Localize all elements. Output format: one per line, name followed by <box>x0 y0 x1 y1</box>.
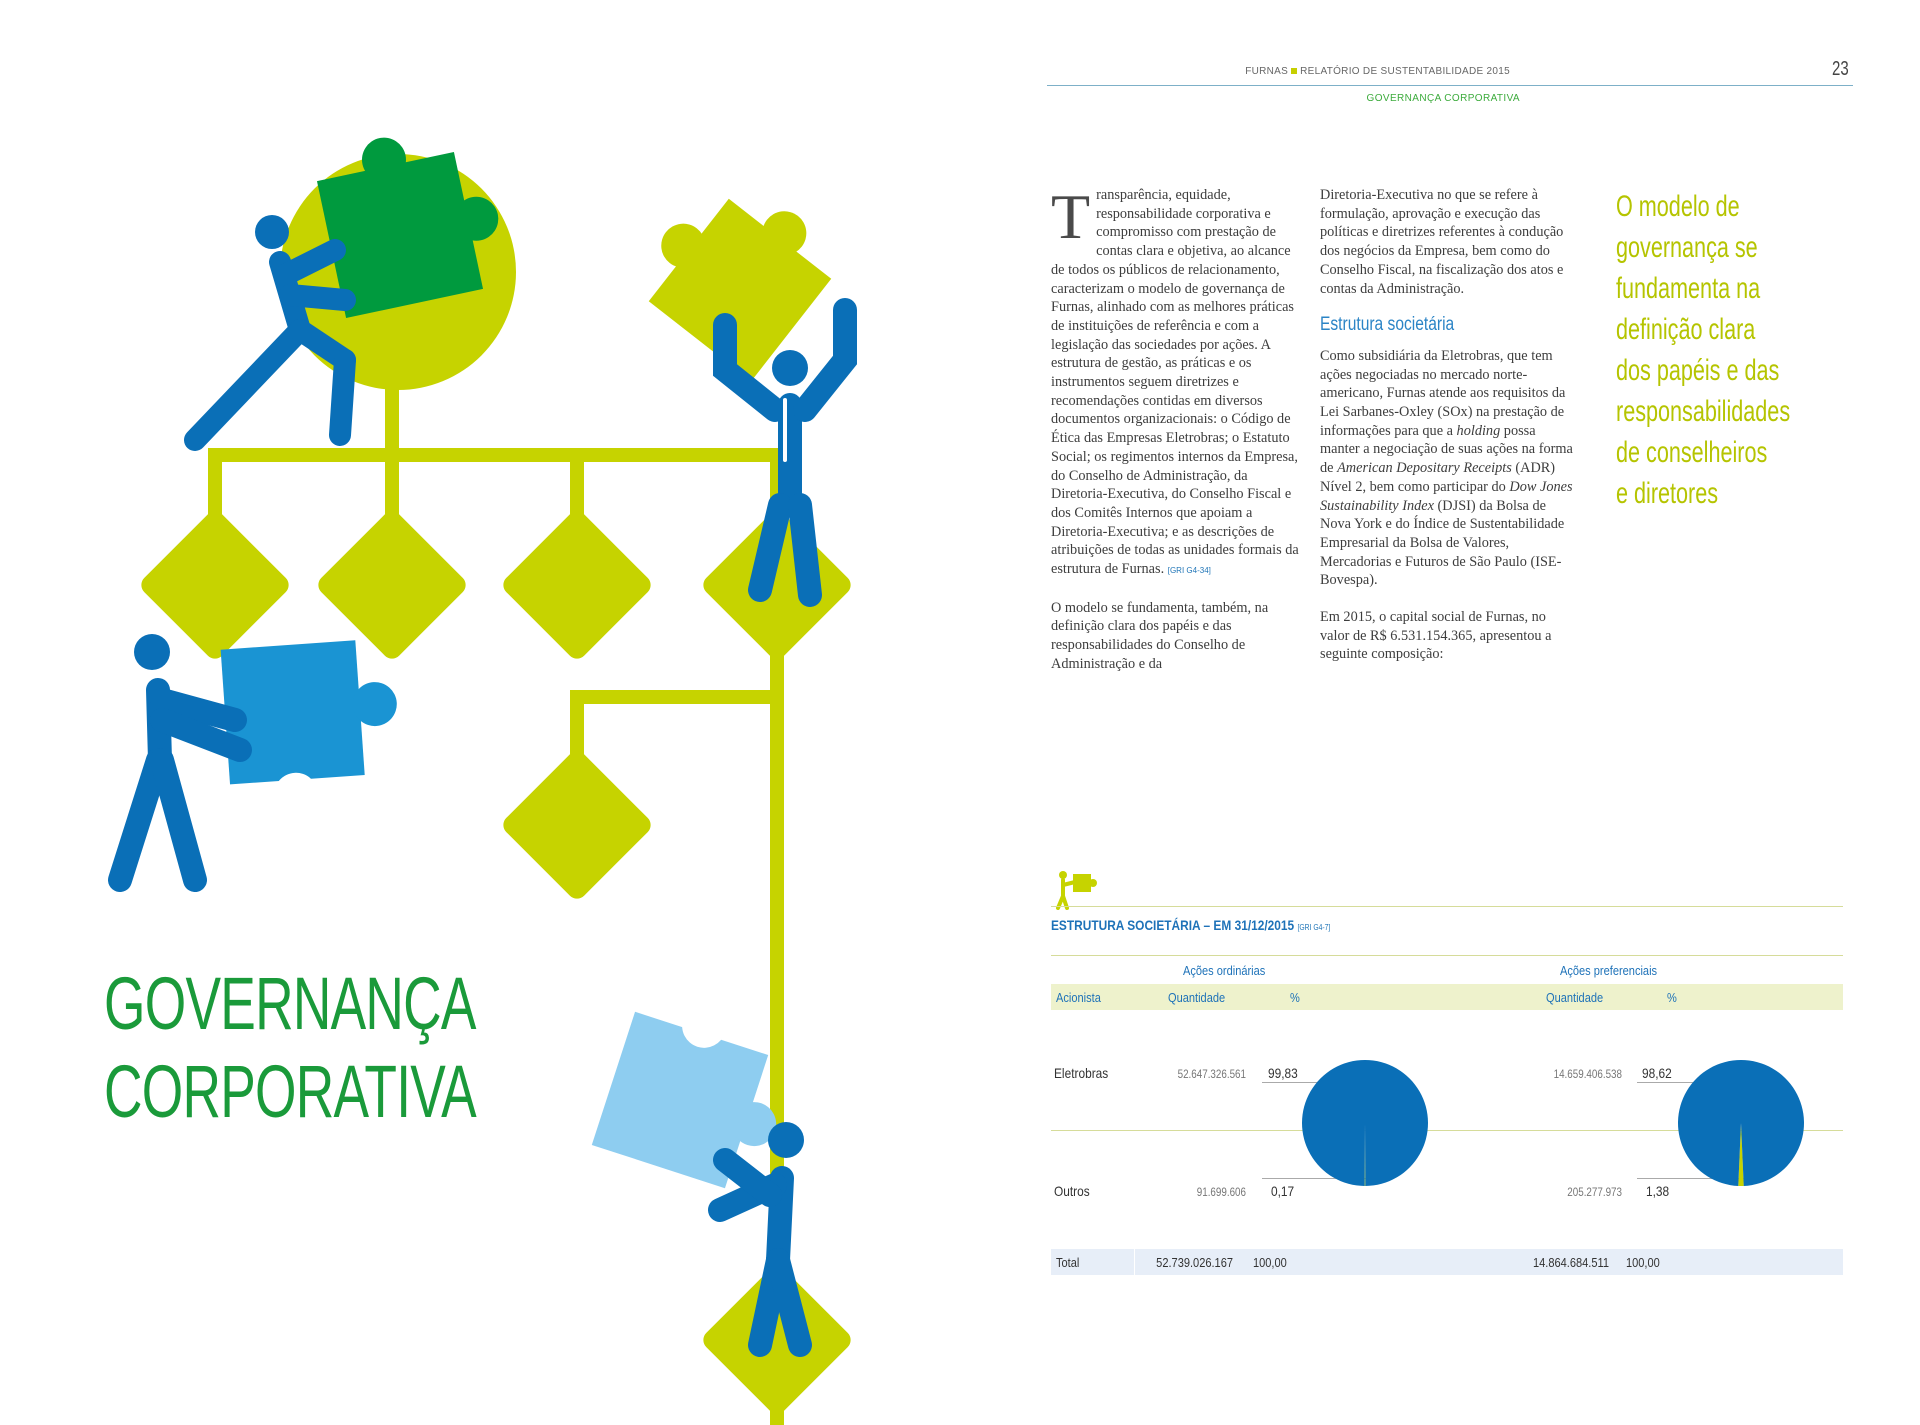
col-pref-pct: % <box>1667 990 1677 1005</box>
header-report: RELATÓRIO DE SUSTENTABILIDADE 2015 <box>1300 66 1510 77</box>
lime-puzzle-piece <box>626 158 849 381</box>
table-top-rule <box>1051 906 1843 907</box>
pull-quote-line: e diretores <box>1616 477 1719 510</box>
pull-quote-line: fundamenta na <box>1616 272 1761 305</box>
running-header <box>1245 66 1510 77</box>
col-pref-qty: Quantidade <box>1546 990 1604 1005</box>
row-pref-pct: 98,62 <box>1642 1065 1672 1081</box>
row-pref-pct: 1,38 <box>1646 1183 1670 1199</box>
org-tree-lines <box>208 360 788 1425</box>
drop-cap: T <box>1051 181 1091 252</box>
header-brand: FURNAS <box>1245 66 1289 77</box>
green-puzzle-piece <box>311 117 512 318</box>
gri-tag: [GRI G4-34] <box>1167 566 1211 576</box>
chapter-title-line-2: CORPORATIVA <box>104 1050 476 1133</box>
pull-quote <box>1616 186 1803 514</box>
row-ord-qty: 91.699.606 <box>1196 1185 1246 1199</box>
figure-pushing-puzzle <box>120 634 240 880</box>
total-pref-qty: 14.864.684.511 <box>1533 1255 1609 1270</box>
section-label: GOVERNANÇA CORPORATIVA <box>1366 93 1520 104</box>
total-label: Total <box>1056 1255 1080 1270</box>
row-ord-pct: 0,17 <box>1271 1183 1295 1199</box>
total-ord-qty: 52.739.026.167 <box>1156 1255 1233 1270</box>
chapter-title <box>104 960 476 1136</box>
body-column-1 <box>1051 181 1306 692</box>
total-ord-pct: 100,00 <box>1253 1255 1287 1270</box>
col-holder: Acionista <box>1056 990 1101 1005</box>
paragraph-3: Diretoria-Executiva no que se refere à formulação, aprovação e execução das políticas e diretrizes referentes à condução dos negócios da Empresa, bem como do Conselho Fiscal, na fiscalização dos atos e contas da Administração. <box>1320 187 1564 297</box>
paragraph-5: Em 2015, o capital social de Furnas, no valor de R$ 6.531.154.365, apresentou a seguinte composição: <box>1320 609 1552 663</box>
table-title <box>1051 917 1330 933</box>
paragraph-2: O modelo se fundamenta, também, na definição clara dos papéis e das responsabilidades do Conselho de Administração e da <box>1051 599 1269 672</box>
row-holder: Outros <box>1054 1183 1090 1199</box>
table-gri-tag: [GRI G4-7] <box>1297 923 1331 932</box>
group-preferred: Ações preferenciais <box>1560 963 1658 978</box>
group-ordinary: Ações ordinárias <box>1183 963 1266 978</box>
blue-puzzle-piece <box>221 638 405 822</box>
row-ord-qty: 52.647.326.561 <box>1177 1067 1246 1081</box>
governance-illustration <box>0 0 900 1425</box>
pie-preferred-chart <box>1676 1058 1806 1188</box>
pull-quote-line: de conselheiros <box>1616 436 1768 469</box>
total-pref-pct: 100,00 <box>1626 1255 1660 1270</box>
col-ord-pct: % <box>1290 990 1300 1005</box>
table-header-rule <box>1051 955 1843 956</box>
row-ord-pct: 99,83 <box>1268 1065 1298 1081</box>
p4-djsi: Dow Jones Sustainability Index <box>1320 478 1573 514</box>
table-title-text: ESTRUTURA SOCIETÁRIA – EM 31/12/2015 <box>1051 917 1295 933</box>
p4-holding: holding <box>1456 422 1501 439</box>
puzzle-figure-icon <box>1055 870 1099 910</box>
pull-quote-line: dos papéis e das <box>1616 354 1780 387</box>
header-rule <box>1047 85 1853 86</box>
total-divider <box>1134 1249 1135 1275</box>
pull-quote-line: definição clara <box>1616 313 1756 346</box>
p4-part-d: (DJSI) da Bolsa de Nova York e do Índice de Sustentabilidade Empresarial da Bolsa de Valores, Mercadorias e Futuros de São Paulo (ISE-Bovespa). <box>1320 497 1565 589</box>
col-ord-qty: Quantidade <box>1168 990 1226 1005</box>
header-dot-icon <box>1291 68 1297 74</box>
body-column-2 <box>1320 186 1575 682</box>
p4-part-b: possa manter a negociação de suas ações na forma de <box>1320 422 1573 477</box>
row-pref-qty: 14.659.406.538 <box>1553 1067 1622 1081</box>
p4-adr: American Depositary Receipts <box>1337 460 1512 477</box>
page-number: 23 <box>1832 58 1849 80</box>
row-holder: Eletrobras <box>1054 1065 1109 1081</box>
intro-text: ransparência, equidade, responsabilidade corporativa e compromisso com prestação de contas clara e objetiva, ao alcance de todos os públicos de relacionamento, caracterizam o modelo de governança de Furnas, alinhado com as melhores práticas de instituições de referência e com a legislação das sociedades por ações. A estrutura de gestão, as práticas e os instrumentos seguem diretrizes e recomendações contidas em diversos documentos organizacionais: o Código de Ética das Empresas Eletrobras; o Estatuto Social; os regimentos internos da Empresa, do Conselho de Administração, da Diretoria-Executiva, do Conselho Fiscal e dos Comitês Internos que apoiam a Diretoria-Executiva; e as descrições de atribuições de todas as unidades formais da estrutura de Furnas. <box>1051 187 1299 578</box>
p4-part-a: Como subsidiária da Eletrobras, que tem ações negociadas no mercado norte-americano, Furnas atende aos requisitos da Lei Sarbanes-Oxley (SOx) na prestação de informações para que a <box>1320 347 1566 439</box>
chapter-title-line-1: GOVERNANÇA <box>104 962 476 1045</box>
pull-quote-line: governança se <box>1616 231 1758 264</box>
pull-quote-line: O modelo de <box>1616 190 1740 223</box>
p4-part-c: (ADR) Nível 2, bem como participar do <box>1320 460 1556 495</box>
paragraph-4 <box>1320 347 1575 590</box>
pie-ordinary-chart <box>1300 1058 1430 1188</box>
pull-quote-line: responsabilidades <box>1616 395 1791 428</box>
row-pref-qty: 205.277.973 <box>1567 1185 1622 1199</box>
intro-paragraph <box>1051 181 1306 581</box>
subheading: Estrutura societária <box>1320 314 1455 336</box>
